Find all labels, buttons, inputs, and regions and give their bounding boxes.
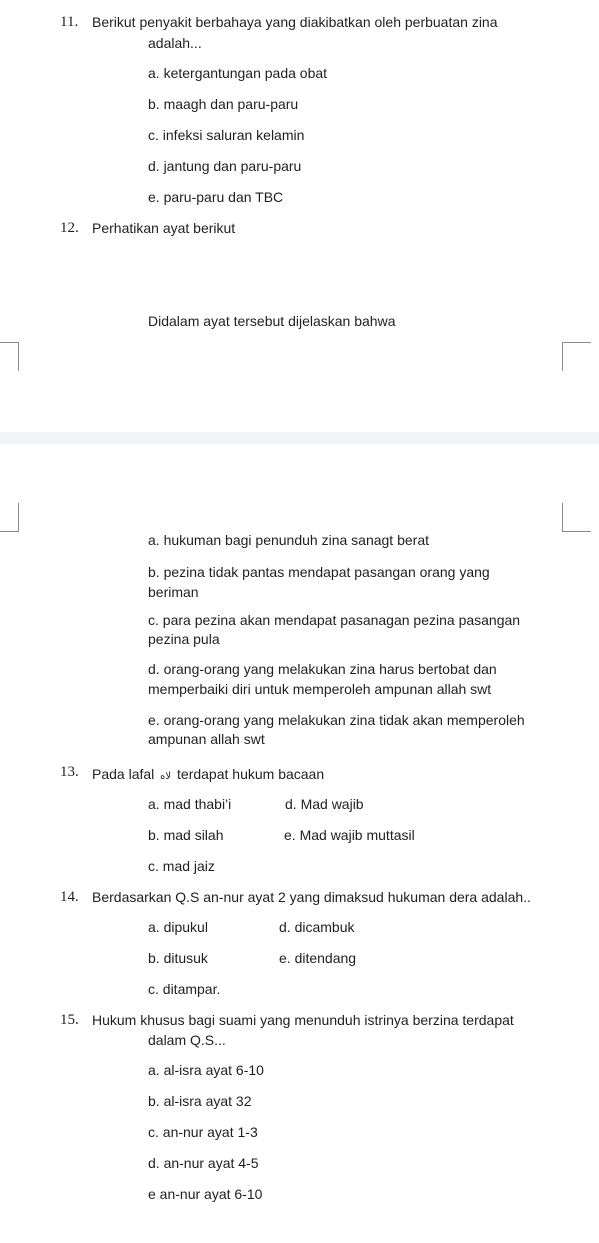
image-frame-corner-bottom-right bbox=[562, 503, 591, 532]
option-d[interactable]: d. dicambuk bbox=[279, 919, 355, 935]
option-d[interactable]: d. an-nur ayat 4-5 bbox=[148, 1155, 259, 1171]
image-frame-corner-bottom-left bbox=[0, 503, 19, 532]
option-c[interactable]: c. infeksi saluran kelamin bbox=[148, 127, 305, 143]
question-number: 14. bbox=[60, 889, 79, 905]
question-text-before: Pada lafal bbox=[92, 766, 155, 782]
option-e-cont[interactable]: ampunan allah swt bbox=[148, 731, 265, 747]
question-text-cont: dalam Q.S... bbox=[148, 1032, 226, 1048]
question-text bbox=[92, 764, 324, 787]
option-d-cont[interactable]: memperbaiki diri untuk memperoleh ampunan allah swt bbox=[148, 681, 492, 697]
question-text: Berdasarkan Q.S an-nur ayat 2 yang dimaksud hukuman dera adalah.. bbox=[92, 889, 531, 905]
option-e[interactable]: e an-nur ayat 6-10 bbox=[148, 1186, 263, 1202]
question-number: 15. bbox=[60, 1012, 79, 1028]
arabic-word: ﻻﻩ bbox=[160, 771, 172, 782]
option-a[interactable]: a. mad thabi’i bbox=[148, 796, 232, 812]
option-b[interactable]: b. al-isra ayat 32 bbox=[148, 1093, 252, 1109]
question-number: 12. bbox=[60, 220, 79, 236]
question-text-cont: adalah... bbox=[148, 35, 202, 51]
option-b[interactable]: b. ditusuk bbox=[148, 950, 208, 966]
option-e[interactable]: e. orang-orang yang melakukan zina tidak akan memperoleh bbox=[148, 712, 525, 728]
option-b[interactable]: b. pezina tidak pantas mendapat pasangan orang yang bbox=[148, 564, 490, 580]
option-c[interactable]: c. para pezina akan mendapat pasanagan pezina pasangan bbox=[148, 612, 521, 628]
option-e[interactable]: e. Mad wajib muttasil bbox=[284, 827, 415, 843]
image-placeholder-band bbox=[0, 432, 599, 444]
option-b[interactable]: b. maagh dan paru-paru bbox=[148, 96, 299, 112]
image-frame-corner-top-left bbox=[0, 342, 19, 371]
option-a[interactable]: a. al-isra ayat 6-10 bbox=[148, 1062, 264, 1078]
option-b[interactable]: b. mad silah bbox=[148, 827, 224, 843]
option-c[interactable]: c. mad jaiz bbox=[148, 858, 215, 874]
option-e[interactable]: e. ditendang bbox=[279, 950, 357, 966]
question-text: Hukum khusus bagi suami yang menunduh istrinya berzina terdapat bbox=[92, 1012, 514, 1028]
question-text-after: terdapat hukum bacaan bbox=[177, 766, 325, 782]
question-number: 13. bbox=[60, 764, 79, 780]
question-number: 11. bbox=[60, 14, 79, 30]
question-text: Berikut penyakit berbahaya yang diakibatkan oleh perbuatan zina bbox=[92, 14, 498, 30]
image-frame-corner-top-right bbox=[562, 342, 591, 371]
option-b-cont[interactable]: beriman bbox=[148, 584, 199, 600]
option-e[interactable]: e. paru-paru dan TBC bbox=[148, 189, 284, 205]
question-statement: Didalam ayat tersebut dijelaskan bahwa bbox=[148, 313, 396, 329]
option-c[interactable]: c. ditampar. bbox=[148, 981, 221, 997]
option-a[interactable]: a. dipukul bbox=[148, 919, 208, 935]
option-d[interactable]: d. orang-orang yang melakukan zina harus bertobat dan bbox=[148, 661, 497, 677]
option-c[interactable]: c. an-nur ayat 1-3 bbox=[148, 1124, 258, 1140]
option-d[interactable]: d. jantung dan paru-paru bbox=[148, 158, 302, 174]
option-d[interactable]: d. Mad wajib bbox=[285, 796, 364, 812]
question-text: Perhatikan ayat berikut bbox=[92, 220, 236, 236]
option-a[interactable]: a. ketergantungan pada obat bbox=[148, 65, 328, 81]
option-a[interactable]: a. hukuman bagi penunduh zina sanagt berat bbox=[148, 532, 429, 548]
option-c-cont[interactable]: pezina pula bbox=[148, 631, 220, 647]
